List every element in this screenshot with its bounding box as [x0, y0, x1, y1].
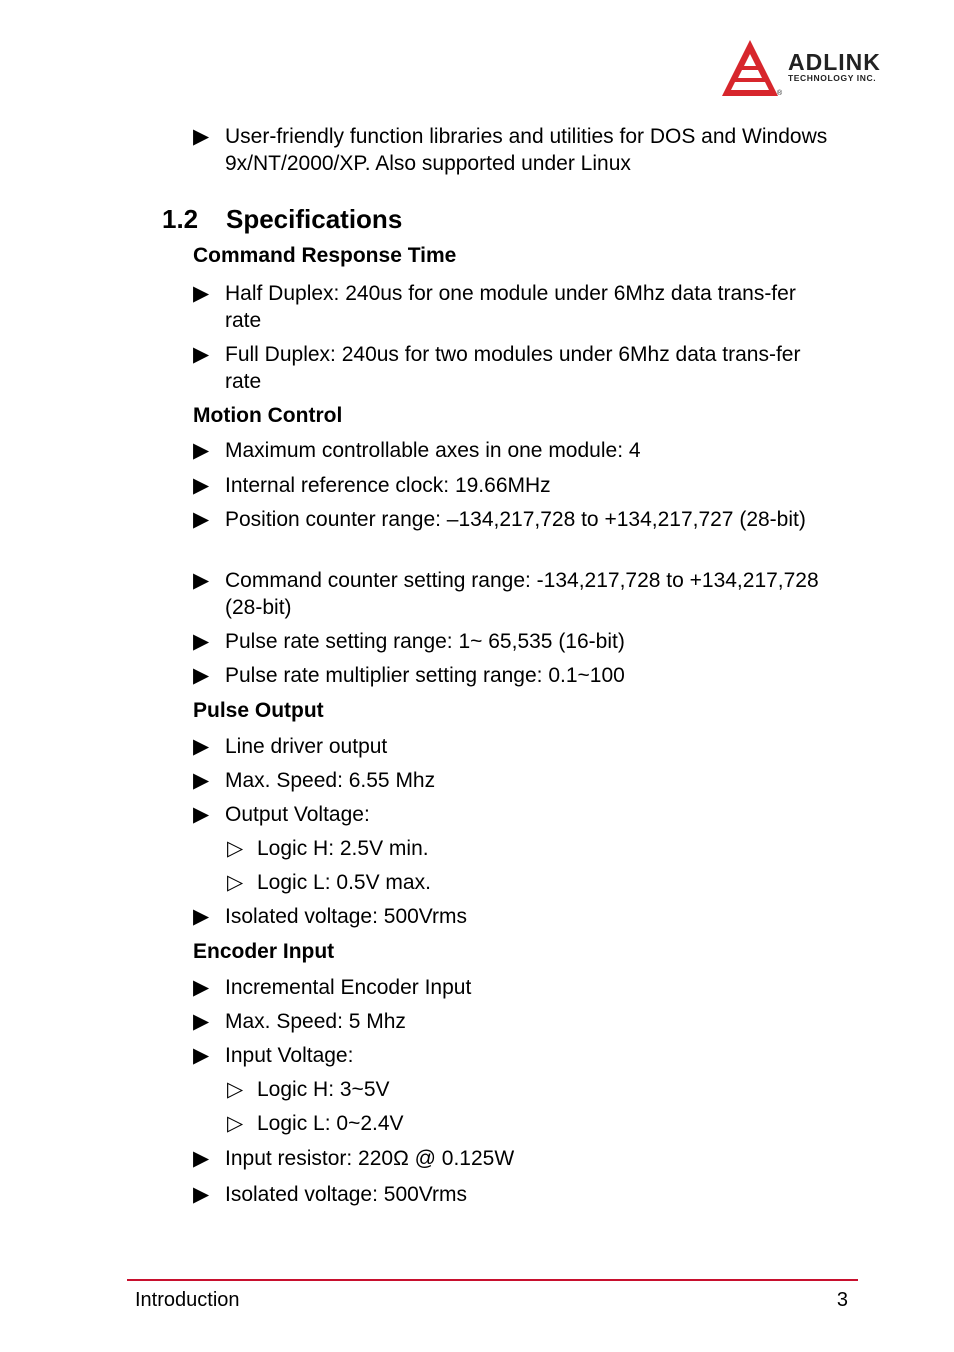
subsection-heading: Encoder Input — [193, 940, 335, 963]
hollow-triangle-icon: ▷ — [227, 871, 244, 894]
bullet-triangle-icon: ▶ — [193, 769, 210, 792]
list-item-text: Output Voltage: — [225, 803, 370, 826]
bullet-triangle-icon: ▶ — [193, 803, 210, 826]
list-item — [193, 437, 833, 464]
footer-section-name: Introduction — [135, 1289, 240, 1311]
list-item-text: Pulse rate setting range: 1~ 65,535 (16-bit) — [225, 630, 625, 653]
list-item — [193, 1008, 833, 1035]
list-item-text: Incremental Encoder Input — [225, 976, 472, 999]
bullet-triangle-icon: ▶ — [193, 905, 210, 928]
list-item — [193, 1042, 833, 1069]
bullet-triangle-icon: ▶ — [193, 343, 210, 366]
hollow-triangle-icon: ▷ — [227, 837, 244, 860]
list-item — [193, 123, 833, 177]
list-item-text: User-friendly function libraries and utilities for DOS and Windows 9x/NT/2000/XP. Also supported under Linux — [225, 125, 828, 175]
logo-wordmark: ADLINK — [788, 49, 881, 75]
sub-list-item-text: Logic L: 0.5V max. — [257, 871, 431, 894]
bullet-triangle-icon: ▶ — [193, 1044, 210, 1067]
list-item-text: Isolated voltage: 500Vrms — [225, 905, 468, 928]
list-item — [193, 1145, 833, 1172]
bullet-triangle-icon: ▶ — [193, 125, 210, 148]
list-item-text: Input Voltage: — [225, 1044, 354, 1067]
list-item — [193, 767, 833, 794]
list-item — [193, 280, 833, 334]
bullet-triangle-icon: ▶ — [193, 439, 210, 462]
subsection-heading: Command Response Time — [193, 244, 457, 267]
sub-list-item-text: Logic H: 2.5V min. — [257, 837, 429, 860]
adlink-logo — [722, 40, 912, 100]
list-item — [193, 628, 833, 655]
sub-list-item-text: Logic H: 3~5V — [257, 1078, 390, 1101]
sub-list-item — [227, 1076, 390, 1103]
bullet-triangle-icon: ▶ — [193, 664, 210, 687]
bullet-triangle-icon: ▶ — [193, 1010, 210, 1033]
list-item — [193, 567, 833, 621]
list-item — [193, 974, 833, 1001]
list-item-text: Half Duplex: 240us for one module under 6Mhz data trans-fer rate — [225, 282, 796, 332]
list-item-text: Max. Speed: 6.55 Mhz — [225, 769, 436, 792]
list-item-text: Full Duplex: 240us for two modules under 6Mhz data trans-fer rate — [225, 343, 801, 393]
bullet-triangle-icon: ▶ — [193, 1183, 210, 1206]
list-item — [193, 662, 833, 689]
subsection-heading: Motion Control — [193, 404, 343, 427]
list-item-text: Line driver output — [225, 735, 388, 758]
list-item-text: Position counter range: –134,217,728 to +134,217,727 (28-bit) — [225, 508, 806, 531]
section-title: Specifications — [226, 204, 403, 234]
list-item-text: Maximum controllable axes in one module: 4 — [225, 439, 641, 462]
bullet-triangle-icon: ▶ — [193, 508, 210, 531]
sub-list-item-text: Logic L: 0~2.4V — [257, 1112, 404, 1135]
subsection-heading: Pulse Output — [193, 699, 324, 722]
list-item — [193, 903, 833, 930]
adlink-triangle-icon — [722, 40, 782, 100]
bullet-triangle-icon: ▶ — [193, 474, 210, 497]
list-item — [193, 506, 833, 533]
section-heading — [162, 203, 402, 235]
list-item — [193, 1181, 833, 1208]
bullet-triangle-icon: ▶ — [193, 735, 210, 758]
bullet-triangle-icon: ▶ — [193, 976, 210, 999]
sub-list-item — [227, 835, 429, 862]
section-number: 1.2 — [162, 204, 199, 234]
sub-list-item — [227, 1110, 404, 1137]
footer-page-number: 3 — [836, 1289, 848, 1311]
list-item — [193, 341, 833, 395]
bullet-triangle-icon: ▶ — [193, 1147, 210, 1170]
list-item-text: Isolated voltage: 500Vrms — [225, 1183, 468, 1206]
hollow-triangle-icon: ▷ — [227, 1078, 244, 1101]
registered-mark: ® — [777, 90, 783, 97]
sub-list-item — [227, 869, 431, 896]
logo-subtitle: TECHNOLOGY INC. — [788, 73, 877, 83]
bullet-triangle-icon: ▶ — [193, 282, 210, 305]
list-item-text: Command counter setting range: -134,217,728 to +134,217,728 (28-bit) — [225, 569, 819, 619]
list-item-text: Input resistor: 220Ω @ 0.125W — [225, 1147, 515, 1170]
bullet-triangle-icon: ▶ — [193, 569, 210, 592]
hollow-triangle-icon: ▷ — [227, 1112, 244, 1135]
list-item-text: Pulse rate multiplier setting range: 0.1~100 — [225, 664, 625, 687]
list-item — [193, 733, 833, 760]
list-item — [193, 801, 833, 828]
footer-rule — [127, 1279, 858, 1281]
list-item-text: Max. Speed: 5 Mhz — [225, 1010, 406, 1033]
bullet-triangle-icon: ▶ — [193, 630, 210, 653]
list-item — [193, 472, 833, 499]
list-item-text: Internal reference clock: 19.66MHz — [225, 474, 551, 497]
